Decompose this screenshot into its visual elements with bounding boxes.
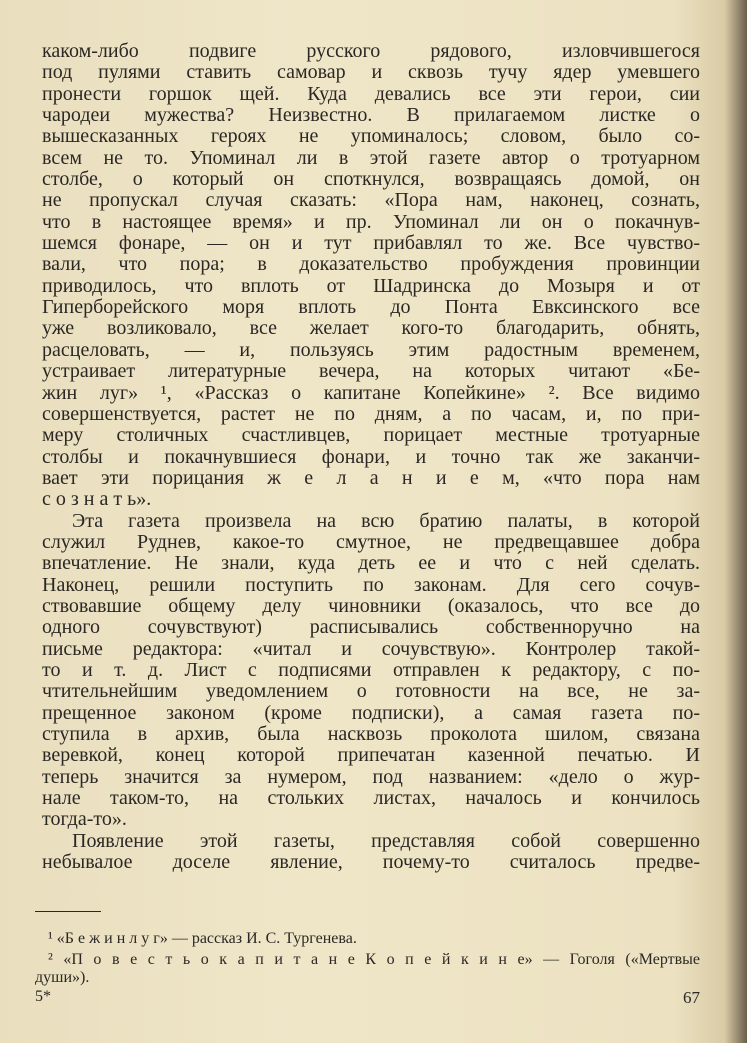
text-line: ступила в архив, была насквозь проколота шилом, связана <box>42 723 700 745</box>
text-line: Появление этой газеты, представляя собой совершенно <box>72 829 700 852</box>
text-line: небывалое доселе явление, почему-то считалось предве- <box>42 851 700 874</box>
footnote-1: ¹ «Б е ж и н л у г» — рассказ И. С. Тургенева. <box>48 930 357 947</box>
text-line: столбе, о который он споткнулся, возвращаясь домой, он <box>42 168 700 191</box>
text-line: приводилось, что вплоть от Шадринска до Мозыря и от <box>42 274 700 297</box>
text-line: меру столичных счастливцев, порицает местные тротуарные <box>42 424 700 447</box>
text-line: расцеловать, — и, пользуясь этим радостным временем, <box>42 338 700 361</box>
text-line: чтительнейшим уведомлением о готовности на все, не за- <box>42 680 700 703</box>
text-line: всем не то. Упоминал ли в этой газете автор о тротуарном <box>42 146 700 169</box>
text-line: каком-либо подвиге русского рядового, изловчившегося <box>42 40 700 62</box>
text-line: шемся фонаре, — он и тут прибавлял то же. Все чувство- <box>42 232 700 255</box>
text-line: вали, что пора; в доказательство пробуждения провинции <box>42 253 700 276</box>
text-line: то и т. д. Лист с подписями отправлен к редактору, с по- <box>42 658 700 681</box>
main-text <box>42 41 700 873</box>
footnote-divider <box>35 911 101 912</box>
footnote-2-continuation: души»). <box>35 969 90 986</box>
text-line: ствовавшие общему делу чиновники (оказалось, что все до <box>42 594 700 617</box>
text-line: вает эти порицания ж е л а н и е м, «что пора нам <box>42 466 700 489</box>
text-line: тогда-то». <box>42 808 127 831</box>
text-line: с о з н а т ь». <box>42 488 152 511</box>
text-line: совершенствуется, растет не по дням, а по часам, и, по при- <box>42 402 700 425</box>
text-line: под пулями ставить самовар и сквозь тучу ядер умевшего <box>42 61 700 84</box>
text-line: письме редактора: «читал и сочувствую». Контролер такой- <box>42 637 700 660</box>
text-line: Наконец, решили поступить по законам. Для сего сочув- <box>42 573 700 596</box>
text-line: Гиперборейского моря вплоть до Понта Евксинского все <box>42 296 700 319</box>
text-line: устраивает литературные вечера, на которых читают «Бе- <box>42 360 700 383</box>
page-number: 67 <box>683 988 700 1007</box>
text-line: одного сочувствуют) расписывались собственноручно на <box>42 616 700 639</box>
text-line: жин луг» ¹, «Рассказ о капитане Копейкине» ². Все видимо <box>42 381 700 404</box>
text-line: столбы и покачнувшиеся фонари, и точно так же заканчи- <box>42 445 700 468</box>
text-line: уже возликовало, все желает кого-то благодарить, обнять, <box>42 317 700 340</box>
text-line: не пропускал случая сказать: «Пора нам, наконец, сознать, <box>42 189 700 212</box>
text-line: впечатление. Не знали, куда деть ее и что́ с ней сделать. <box>42 552 700 575</box>
text-line: пронести горшок щей. Куда девались все эти герои, сии <box>42 82 700 105</box>
text-line: нале таком-то, на стольких листах, началось и кончилось <box>42 787 700 810</box>
text-line: служил Руднев, какое-то смутное, не предвещавшее добра <box>42 530 700 553</box>
footnote-2: ² «П о в е с т ь о к а п и т а н е К о п е й к и н е» — Гоголя («Мертвые <box>48 951 700 968</box>
text-line: вышесказанных героях не упоминалось; словом, было со- <box>42 125 700 148</box>
text-line: Эта газета произвела на всю братию палаты, в которой <box>72 509 700 532</box>
text-line: теперь значится за нумером, под названием: «дело о жур- <box>42 765 700 788</box>
text-line: что в настоящее время» и пр. Упоминал ли он о покачнув- <box>42 210 700 233</box>
text-line: прещенное законом (кроме подписки), а самая газета по- <box>42 701 700 724</box>
signature-mark: 5* <box>35 988 51 1005</box>
text-line: веревкой, конец которой припечатан казенной печатью. И <box>42 744 700 767</box>
text-line: чародеи мужества? Неизвестно. В прилагаемом листке о <box>42 104 700 127</box>
